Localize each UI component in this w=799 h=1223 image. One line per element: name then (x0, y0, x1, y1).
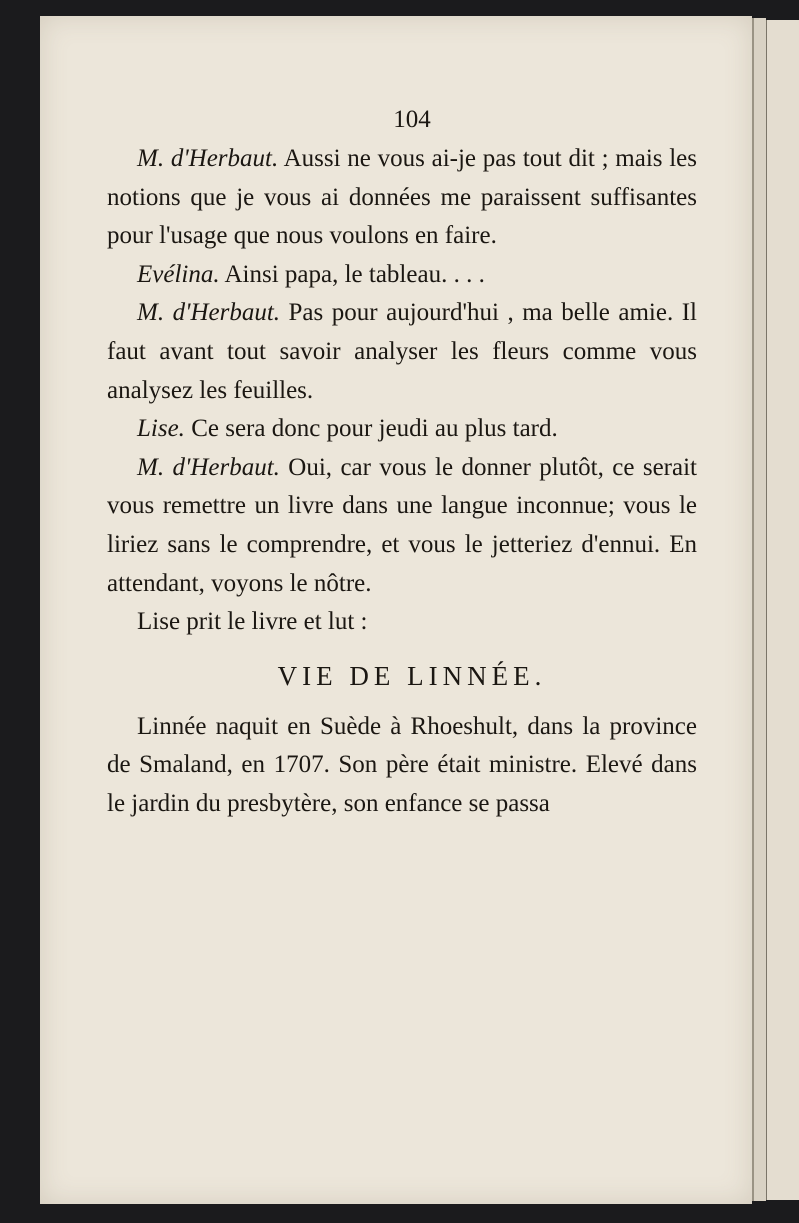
page-content (107, 100, 697, 824)
page-number: 104 (393, 106, 431, 133)
dialogue-text: Ce sera donc pour jeudi au plus tard. (184, 415, 558, 443)
section-heading: VIE DE LINNÉE. (277, 660, 547, 691)
dialogue-text: Oui, car vous le donner plutôt, ce serait vous remettre un livre dans une langue inconnue; vous le liriez sans le comprendre, et vous le jetteriez d'ennui. En attendant, voyons le nôtre. (107, 453, 697, 597)
dialogue-text: Aussi ne vous ai-je pas tout dit ; mais les notions que je vous ai données me paraissent suffisantes pour l'usage que nous voulons en faire. (107, 145, 698, 250)
dialogue-paragraph-5 (107, 449, 697, 603)
next-page-edge (766, 20, 799, 1200)
speaker-name: Evélina. (137, 260, 220, 288)
speaker-name: M. d'Herbaut. (137, 145, 279, 172)
dialogue-paragraph-4 (107, 410, 697, 449)
speaker-name: M. d'Herbaut. (137, 453, 280, 481)
dialogue-text: Ainsi papa, le tableau. . . . (219, 260, 485, 288)
body-paragraph: Linnée naquit en Suède à Rhoeshult, dans la province de Smaland, en 1707. Son père était ministre. Elevé dans le jardin du presbytère, son enfance se passa (107, 712, 697, 817)
dialogue-text: Pas pour aujourd'hui , ma belle amie. Il faut avant tout savoir analyser les fleurs comme vous analysez les feuilles. (107, 299, 697, 404)
speaker-name: Lise. (137, 415, 185, 443)
narration-paragraph (107, 603, 697, 642)
dialogue-paragraph-3 (107, 294, 697, 410)
dialogue-paragraph-1 (107, 140, 697, 256)
narration-text: Lise prit le livre et lut : (137, 608, 368, 636)
page-spine-edge (752, 18, 766, 1201)
speaker-name: M. d'Herbaut. (137, 299, 281, 327)
dialogue-paragraph-2 (107, 256, 697, 295)
